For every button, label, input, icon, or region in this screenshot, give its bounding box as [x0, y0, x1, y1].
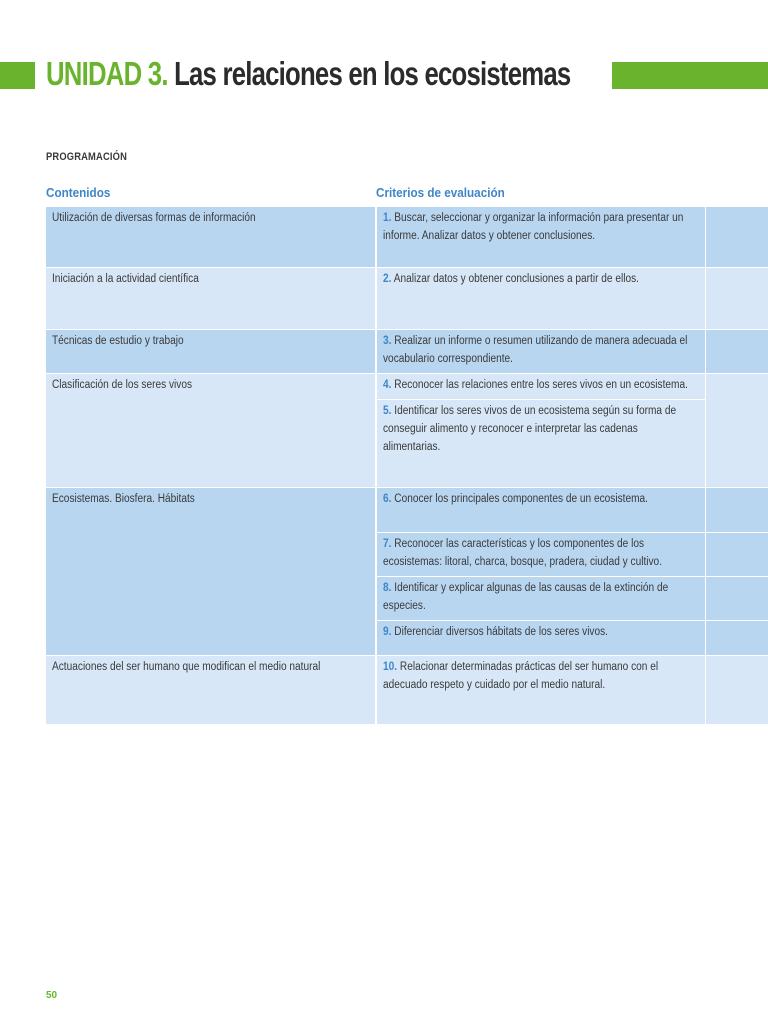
- criterion-text: Reconocer las características y los componentes de los ecosistemas: litoral, charca, bosque, pradera, ciudad y cultivo.: [383, 538, 663, 568]
- criterion-cell: [377, 577, 705, 620]
- criterion-cell: [377, 621, 705, 655]
- content-cell: Clasificación de los seres vivos: [46, 374, 375, 487]
- header-bar-left: [0, 62, 35, 89]
- criterion-cell: [377, 533, 705, 576]
- criterion-number: 1.: [383, 212, 392, 224]
- criterion-text: Identificar y explicar algunas de las causas de la extinción de especies.: [383, 582, 669, 612]
- criterion-cell: [377, 268, 705, 329]
- page-title: [46, 52, 570, 96]
- criterion-number: 6.: [383, 493, 392, 505]
- criterion-number: 10.: [383, 661, 398, 673]
- criterion-text: Buscar, seleccionar y organizar la información para presentar un informe. Analizar datos y obtener conclusiones.: [383, 212, 684, 242]
- empty-cell: [706, 330, 768, 373]
- empty-cell: [706, 577, 768, 620]
- content-cell: Utilización de diversas formas de información: [46, 207, 375, 267]
- content-cell: Ecosistemas. Biosfera. Hábitats: [46, 488, 375, 655]
- criterion-text: Diferenciar diversos hábitats de los seres vivos.: [394, 626, 609, 638]
- criterion-text: Reconocer las relaciones entre los seres vivos en un ecosistema.: [394, 379, 688, 391]
- criterion-number: 2.: [383, 273, 392, 285]
- empty-cell: [706, 533, 768, 576]
- header-bar-right: [612, 62, 768, 89]
- empty-cell: [706, 488, 768, 532]
- empty-cell: [706, 207, 768, 267]
- content-cell: Iniciación a la actividad científica: [46, 268, 375, 329]
- section-label: PROGRAMACIÓN: [46, 151, 128, 163]
- criterion-number: 4.: [383, 379, 392, 391]
- column-header-contents: Contenidos: [46, 185, 111, 200]
- empty-cell: [706, 268, 768, 329]
- criterion-cell: [377, 400, 705, 487]
- criterion-cell: [377, 207, 705, 267]
- criterion-text: Analizar datos y obtener conclusiones a partir de ellos.: [393, 273, 639, 285]
- criterion-text: Relacionar determinadas prácticas del ser humano con el adecuado respeto y cuidado por el medio natural.: [383, 661, 659, 691]
- content-cell: Actuaciones del ser humano que modifican el medio natural: [46, 656, 375, 724]
- content-cell: Técnicas de estudio y trabajo: [46, 330, 375, 373]
- unit-label: UNIDAD 3.: [46, 55, 168, 92]
- criterion-text: Identificar los seres vivos de un ecosistema según su forma de conseguir alimento y reconocer e interpretar las cadenas alimentarias.: [383, 405, 677, 453]
- empty-cell: [706, 374, 768, 487]
- criterion-number: 7.: [383, 538, 392, 550]
- criterion-number: 3.: [383, 335, 392, 347]
- empty-cell: [706, 656, 768, 724]
- criterion-text: Conocer los principales componentes de un ecosistema.: [394, 493, 648, 505]
- criterion-number: 8.: [383, 582, 392, 594]
- criterion-text: Realizar un informe o resumen utilizando de manera adecuada el vocabulario correspondiente.: [383, 335, 688, 365]
- column-header-criteria: Criterios de evaluación: [376, 185, 505, 200]
- criterion-cell: [377, 330, 705, 373]
- criterion-cell: [377, 488, 705, 532]
- page-number: 50: [46, 990, 58, 1001]
- criterion-cell: [377, 656, 705, 724]
- empty-cell: [706, 621, 768, 655]
- criterion-number: 5.: [383, 405, 392, 417]
- criterion-cell: [377, 374, 705, 399]
- unit-title: Las relaciones en los ecosistemas: [174, 55, 571, 92]
- criterion-number: 9.: [383, 626, 392, 638]
